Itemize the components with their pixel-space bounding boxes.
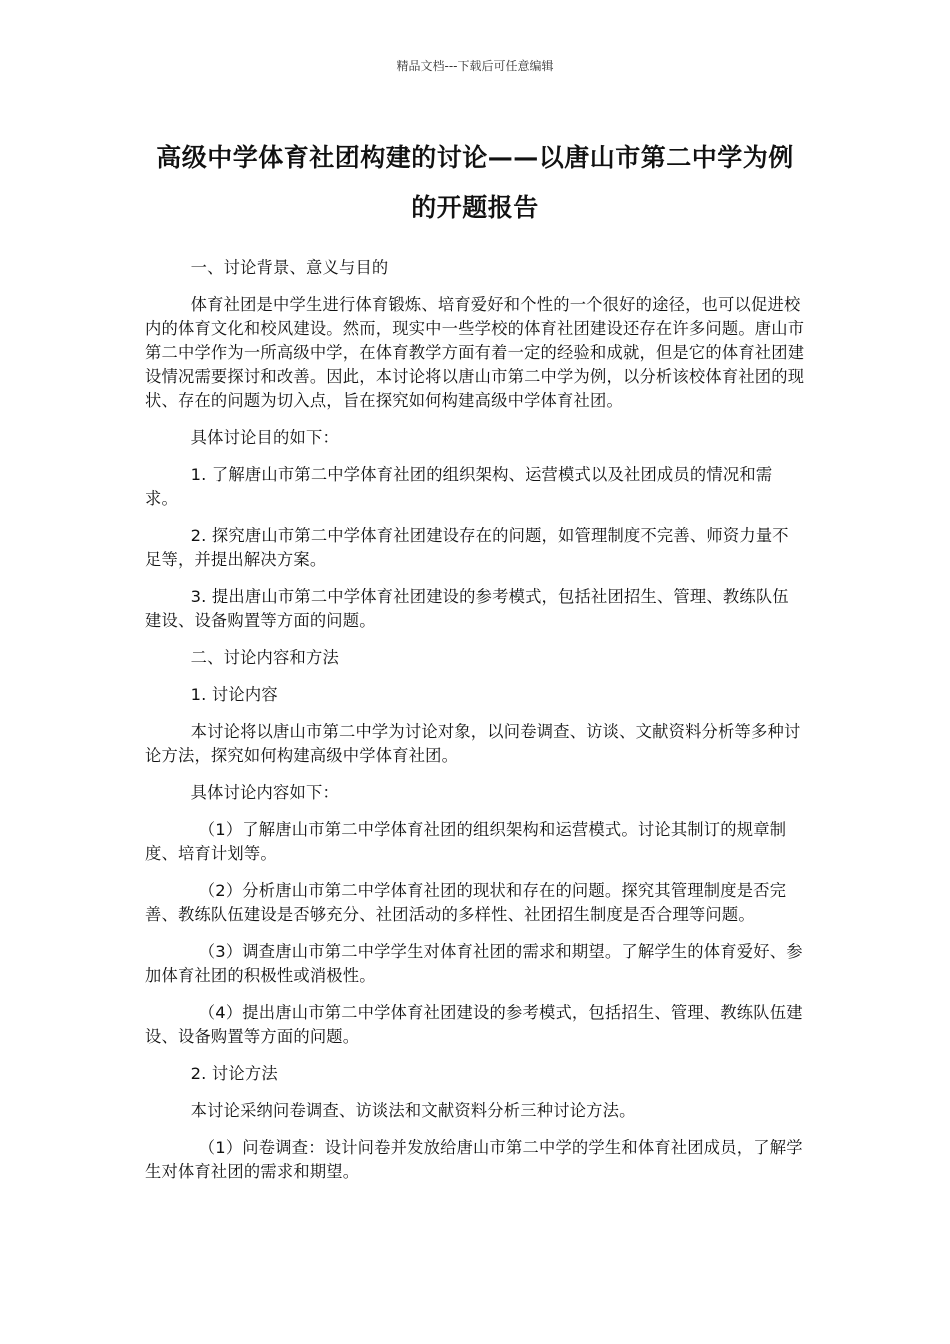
- list-item: （1）问卷调查：设计问卷并发放给唐山市第二中学的学生和体育社团成员，了解学生对体育社团的需求和期望。: [145, 1138, 803, 1181]
- document-body: [145, 256, 805, 1197]
- list-item: （2）分析唐山市第二中学体育社团的现状和存在的问题。探究其管理制度是否完善、教练队伍建设是否够充分、社团活动的多样性、社团招生制度是否合理等问题。: [145, 881, 787, 924]
- subsection-heading: 2. 讨论方法: [190, 1064, 278, 1083]
- paragraph: 本讨论采纳问卷调查、访谈法和文献资料分析三种讨论方法。: [190, 1101, 636, 1120]
- list-item: （3）调查唐山市第二中学学生对体育社团的需求和期望。了解学生的体育爱好、参加体育社团的积极性或消极性。: [145, 942, 803, 985]
- list-item: （4）提出唐山市第二中学体育社团建设的参考模式，包括招生、管理、教练队伍建设、设备购置等方面的问题。: [145, 1003, 803, 1046]
- paragraph: 具体讨论内容如下：: [190, 783, 339, 802]
- section-heading: 二、讨论内容和方法: [190, 648, 339, 667]
- document-title: [145, 133, 805, 233]
- paragraph: 本讨论将以唐山市第二中学为讨论对象，以问卷调查、访谈、文献资料分析等多种讨论方法，探究如何构建高级中学体育社团。: [145, 722, 801, 765]
- title-line-1: 高级中学体育社团构建的讨论——以唐山市第二中学为例: [156, 143, 794, 172]
- section-heading: 一、讨论背景、意义与目的: [190, 258, 389, 277]
- paragraph: 具体讨论目的如下：: [190, 428, 339, 447]
- header-watermark: 精品文档---下载后可任意编辑: [396, 59, 554, 73]
- paragraph: 体育社团是中学生进行体育锻炼、培育爱好和个性的一个很好的途径，也可以促进校内的体育文化和校风建设。然而，现实中一些学校的体育社团建设还存在许多问题。唐山市第二中学作为一所高级中学，在体育教学方面有着一定的经验和成就，但是它的体育社团建设情况需要探讨和改善。因此，本讨论将以唐山市第二中学为例，以分析该校体育社团的现状、存在的问题为切入点，旨在探究如何构建高级中学体育社团。: [145, 295, 805, 410]
- list-item: 3. 提出唐山市第二中学体育社团建设的参考模式，包括社团招生、管理、教练队伍建设、设备购置等方面的问题。: [145, 587, 789, 630]
- title-line-2: 的开题报告: [411, 193, 539, 222]
- list-item: 2. 探究唐山市第二中学体育社团建设存在的问题，如管理制度不完善、师资力量不足等，并提出解决方案。: [145, 526, 789, 569]
- list-item: （1）了解唐山市第二中学体育社团的组织架构和运营模式。讨论其制订的规章制度、培育计划等。: [145, 820, 787, 863]
- list-item: 1. 了解唐山市第二中学体育社团的组织架构、运营模式以及社团成员的情况和需求。: [145, 465, 773, 508]
- subsection-heading: 1. 讨论内容: [190, 685, 278, 704]
